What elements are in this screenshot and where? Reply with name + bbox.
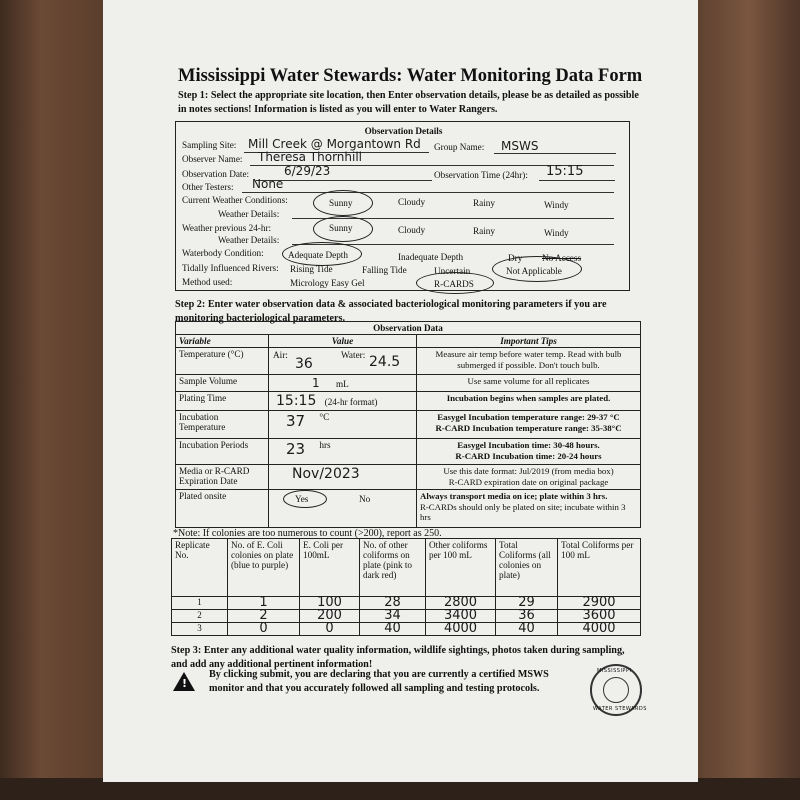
plating-time-value[interactable]: 15:15 <box>276 393 317 409</box>
paper-form <box>103 0 698 782</box>
ecoli-colonies[interactable]: 2 <box>228 610 300 623</box>
weather-option-rainy-2[interactable]: Rainy <box>473 226 495 236</box>
waterbody-circle <box>282 242 362 266</box>
plated-no[interactable]: No <box>359 494 371 504</box>
date-label: Observation Date: <box>182 169 250 179</box>
total-per-100ml[interactable]: 2900 <box>558 597 641 610</box>
col-variable: Variable <box>176 335 269 348</box>
incubation-temp-cell[interactable] <box>269 411 417 439</box>
tidal-label: Tidally Influenced Rivers: <box>182 263 279 273</box>
weather-option-cloudy-2[interactable]: Cloudy <box>398 225 426 235</box>
total-colonies[interactable]: 29 <box>496 597 558 610</box>
total-colonies[interactable]: 36 <box>496 610 558 623</box>
replicate-no: 2 <box>172 610 228 623</box>
prev-weather-circle <box>313 216 373 242</box>
incubation-temp-unit: °C <box>319 412 330 422</box>
water-temp-value[interactable]: 24.5 <box>369 354 401 370</box>
date-value[interactable]: 6/29/23 <box>284 164 331 178</box>
waterbody-inadequate[interactable]: Inadequate Depth <box>398 252 464 262</box>
col-value: Value <box>269 335 417 348</box>
air-label: Air: <box>273 350 288 360</box>
method-easygel[interactable]: Micrology Easy Gel <box>290 278 365 288</box>
table-row <box>172 610 641 623</box>
desk-left <box>0 0 103 800</box>
observation-details-heading: Observation Details <box>364 126 443 136</box>
other-colonies[interactable]: 28 <box>360 597 426 610</box>
observer-label: Observer Name: <box>182 154 243 164</box>
plating-format: (24-hr format) <box>324 397 378 407</box>
weather-option-sunny-2[interactable]: Sunny <box>329 223 353 233</box>
tip-easygel-time: Easygel Incubation time: 30-48 hours. <box>457 440 600 450</box>
method-rcards[interactable]: R-CARDS <box>434 279 474 289</box>
incubation-period-unit: hrs <box>319 440 331 450</box>
observation-details-box <box>175 121 630 291</box>
tip-plating: Incubation begins when samples are plated. <box>417 392 641 411</box>
waterbody-label: Waterbody Condition: <box>182 248 264 258</box>
current-weather-label: Current Weather Conditions: <box>182 195 288 205</box>
tip-rcard-temp: R-CARD Incubation temperature range: 35-38°C <box>435 422 622 433</box>
other-per-100ml[interactable]: 4000 <box>426 623 496 636</box>
observation-data-table <box>175 321 641 528</box>
weather-option-windy-1[interactable]: Windy <box>544 200 569 210</box>
var-expiration: Media or R-CARD Expiration Date <box>176 465 269 490</box>
sampling-site-value[interactable]: Mill Creek @ Morgantown Rd <box>248 137 421 151</box>
tip-volume: Use same volume for all replicates <box>417 375 641 392</box>
hdr-total-coliforms: Total Coliforms (all colonies on plate) <box>496 539 558 597</box>
incubation-period-value[interactable]: 23 <box>286 440 306 458</box>
tip-incubation-period <box>417 439 641 465</box>
waterbody-no-access[interactable]: No Access <box>542 253 582 263</box>
observer-value[interactable]: Theresa Thornhill <box>258 150 363 164</box>
tip-date-format: Use this date format: Jul/2019 (from media box) <box>443 466 614 476</box>
hdr-replicate: Replicate No. <box>172 539 228 597</box>
other-testers-value[interactable]: None <box>252 177 284 191</box>
current-weather-circle <box>313 190 373 216</box>
var-plated-onsite: Plated onsite <box>176 490 269 528</box>
msws-logo-inner-icon <box>603 677 629 703</box>
tip-temperature: Measure air temp before water temp. Read with bulb submerged if possible. Don't touch bulb. <box>417 348 641 375</box>
var-plating-time: Plating Time <box>176 392 269 411</box>
tidal-uncertain[interactable]: Uncertain <box>434 266 471 276</box>
group-name-label: Group Name: <box>434 142 485 152</box>
table-row <box>172 623 641 636</box>
tip-rcard-time: R-CARD Incubation time: 20-24 hours <box>455 450 602 461</box>
ecoli-per-100ml[interactable]: 100 <box>300 597 360 610</box>
total-colonies[interactable]: 40 <box>496 623 558 636</box>
plated-yes[interactable]: Yes <box>295 494 309 504</box>
volume-cell[interactable] <box>269 375 417 392</box>
time-value[interactable]: 15:15 <box>546 164 584 179</box>
hdr-total-100ml: Total Coliforms per 100 mL <box>558 539 641 597</box>
weather-details-label-1: Weather Details: <box>218 209 280 219</box>
sampling-site-label: Sampling Site: <box>182 140 237 150</box>
logo-top-text: MISSISSIPPI <box>597 668 632 674</box>
step3-instructions: Step 3: Enter any additional water quality information, wildlife sightings, photos taken during sampling, and add any additional pertinent information! <box>171 645 625 670</box>
ecoli-colonies[interactable]: 1 <box>228 597 300 610</box>
tip-plated-onsite <box>417 490 641 528</box>
declaration-text: By clicking submit, you are declaring that you are currently a certified MSWS monitor and that you accurately followed all sampling and testing protocols. <box>209 669 549 694</box>
form-title: Mississippi Water Stewards: Water Monitoring Data Form <box>178 66 643 86</box>
step2-instructions: Step 2: Enter water observation data & associated bacteriological monitoring parameters if you are monitoring bacteriological parameters. <box>175 299 607 324</box>
tip-rcard-onsite: R-CARDs should only be plated on site; incubate within 3 hrs <box>420 501 626 522</box>
observation-data-heading: Observation Data <box>176 322 641 335</box>
tidal-rising[interactable]: Rising Tide <box>290 264 333 274</box>
table-row <box>172 597 641 610</box>
incubation-period-cell[interactable] <box>269 439 417 465</box>
weather-option-sunny-1[interactable]: Sunny <box>329 198 353 208</box>
tip-transport: Always transport media on ice; plate within 3 hrs. <box>420 491 608 501</box>
temperature-cell[interactable] <box>269 348 417 375</box>
other-per-100ml[interactable]: 3400 <box>426 610 496 623</box>
total-per-100ml[interactable]: 3600 <box>558 610 641 623</box>
warning-exclamation-icon: ! <box>182 677 188 690</box>
tip-expiration <box>417 465 641 490</box>
waterbody-adequate[interactable]: Adequate Depth <box>288 250 348 260</box>
total-per-100ml[interactable]: 4000 <box>558 623 641 636</box>
var-incubation-periods: Incubation Periods <box>176 439 269 465</box>
desk-right <box>698 0 800 800</box>
water-label: Water: <box>341 350 366 360</box>
hdr-ecoli-colonies: No. of E. Coli colonies on plate (blue to purple) <box>228 539 300 597</box>
logo-bottom-text: WATER STEWARDS <box>593 706 647 712</box>
ecoli-per-100ml[interactable]: 200 <box>300 610 360 623</box>
tip-rcard-expiration: R-CARD expiration date on original package <box>448 476 609 487</box>
volume-unit: mL <box>335 379 349 389</box>
weather-option-windy-2[interactable]: Windy <box>544 228 569 238</box>
other-testers-label: Other Testers: <box>182 182 234 192</box>
other-colonies[interactable]: 40 <box>360 623 426 636</box>
var-incubation-temp: Incubation Temperature <box>176 411 269 439</box>
tidal-circle <box>492 256 582 282</box>
replicate-no: 1 <box>172 597 228 610</box>
ecoli-per-100ml[interactable]: 0 <box>300 623 360 636</box>
var-volume: Sample Volume <box>176 375 269 392</box>
method-label: Method used: <box>182 277 233 287</box>
time-label: Observation Time (24hr): <box>434 170 528 180</box>
other-colonies[interactable]: 34 <box>360 610 426 623</box>
group-name-value[interactable]: MSWS <box>501 139 539 153</box>
plating-time-cell[interactable] <box>269 392 417 411</box>
expiration-cell[interactable] <box>269 465 417 490</box>
hdr-other-coliforms: No. of other coliforms on plate (pink to dark red) <box>360 539 426 597</box>
col-tips: Important Tips <box>417 335 641 348</box>
weather-option-rainy-1[interactable]: Rainy <box>473 198 495 208</box>
tidal-falling[interactable]: Falling Tide <box>362 265 407 275</box>
prev-weather-label: Weather previous 24-hr: <box>182 223 272 233</box>
plated-yes-circle <box>283 490 327 508</box>
weather-option-cloudy-1[interactable]: Cloudy <box>398 197 426 207</box>
tip-incubation-temp <box>417 411 641 439</box>
ecoli-colonies[interactable]: 0 <box>228 623 300 636</box>
tidal-not-applicable[interactable]: Not Applicable <box>506 266 562 276</box>
other-per-100ml[interactable]: 2800 <box>426 597 496 610</box>
replicates-table <box>171 538 641 636</box>
method-circle <box>416 272 494 294</box>
air-temp-value[interactable]: 36 <box>295 356 313 372</box>
volume-value[interactable]: 1 <box>312 376 320 390</box>
hdr-ecoli-100ml: E. Coli per 100mL <box>300 539 360 597</box>
tip-easygel-temp: Easygel Incubation temperature range: 29-37 °C <box>437 412 620 422</box>
waterbody-dry[interactable]: Dry <box>508 253 523 263</box>
step1-instructions: Step 1: Select the appropriate site location, then Enter observation details, please be as detailed as possible in notes sections! Information is listed as you will enter to Water Rangers. <box>178 90 639 115</box>
replicate-no: 3 <box>172 623 228 636</box>
plated-onsite-cell[interactable] <box>269 490 417 528</box>
hdr-other-100ml: Other coliforms per 100 mL <box>426 539 496 597</box>
incubation-temp-value[interactable]: 37 <box>286 412 306 430</box>
expiration-value[interactable]: Nov/2023 <box>292 466 360 482</box>
var-temperature: Temperature (°C) <box>176 348 269 375</box>
weather-details-label-2: Weather Details: <box>218 235 280 245</box>
colonies-note: *Note: If colonies are too numerous to count (>200), report as 250. <box>173 528 442 539</box>
